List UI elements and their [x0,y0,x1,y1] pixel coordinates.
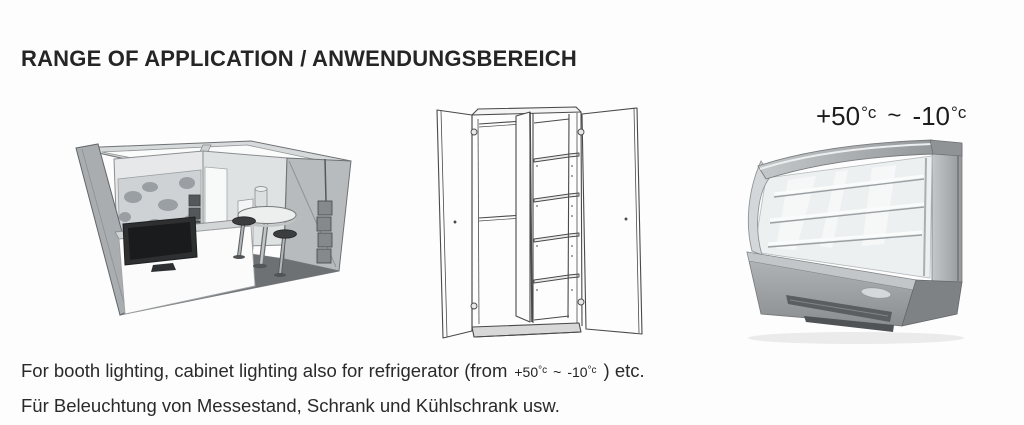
temp-from: +50 [816,101,861,131]
caption-english [21,360,645,382]
temp-to: -10 [912,101,951,131]
temp-tilde: ~ [887,102,902,129]
caption-english-prefix: For booth lighting, cabinet lighting also for refrigerator (from [21,360,508,381]
cabinet-illustration [429,94,651,341]
booth-illustration [55,137,365,333]
caption-temp-range: $+50^{^\circ c}$ ~ $-10^{^\circ c}$ [514,364,597,380]
temp-to-unit: °c [951,103,967,122]
page-title: RANGE OF APPLICATION / ANWENDUNGSBEREICH [21,46,577,71]
fridge-illustration [744,132,1006,348]
temp-from-unit: °c [861,103,877,122]
caption-english-suffix: ) etc. [603,360,645,381]
caption-german: Für Beleuchtung von Messestand, Schrank und Kühlschrank usw. [21,395,560,416]
temperature-range-label [816,101,1016,132]
